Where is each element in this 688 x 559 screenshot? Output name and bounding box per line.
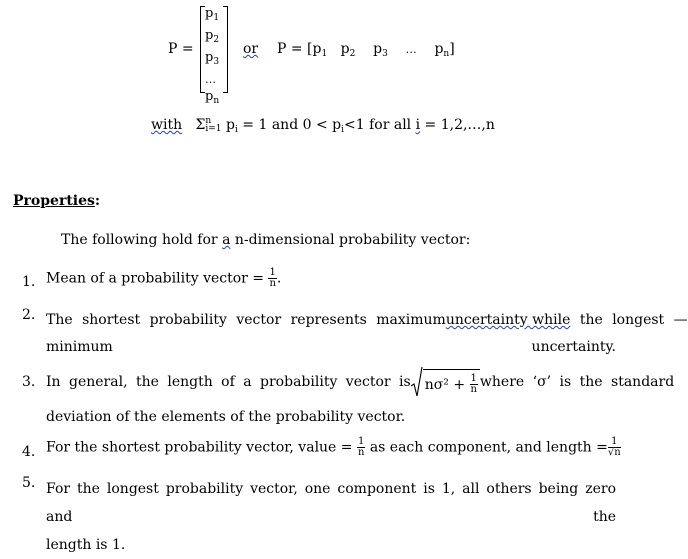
- or-text: or: [243, 41, 259, 57]
- list-item-line: minimum uncertainty.: [46, 339, 616, 355]
- list-item-line: deviation of the elements of the probability vector.: [46, 409, 406, 425]
- fraction: $\frac{1}{n}$: [357, 436, 365, 458]
- fraction: $\frac{1}{√n}$: [607, 436, 621, 458]
- list-item-number: 3.: [22, 374, 36, 390]
- list-item: For the shortest probability vector, value = $\frac{1}{n}$ as each component, and length = $\frac{1}{√n}$: [46, 436, 621, 458]
- properties-intro: The following hold for a n-dimensional probability vector:: [61, 232, 471, 248]
- fraction: $\frac{1}{n}$: [470, 373, 477, 395]
- list-item: [46, 363, 675, 425]
- list-item-line: For the longest probability vector, one component is 1, all others being zero and the: [46, 481, 616, 525]
- sqrt-expression: nσ² + $\frac{1}{n}$: [411, 366, 480, 398]
- list-item-number: 2.: [22, 307, 36, 323]
- list-item-number: 4.: [22, 444, 36, 460]
- list-item: Mean of a probability vector = $\frac{1}{n}$ .: [46, 267, 282, 289]
- column-item: $p_3$: [205, 50, 220, 67]
- list-item-line: length is 1.: [46, 537, 126, 553]
- list-item-number: 1.: [22, 274, 36, 290]
- column-item: …: [205, 73, 216, 86]
- row-vector: $P = [p_1$ $p_2$ $p_3$ … $p_n$]: [277, 41, 455, 59]
- column-item: $p_n$: [205, 89, 220, 106]
- column-item: $p_2$: [205, 28, 220, 45]
- fraction: $\frac{1}{n}$: [269, 267, 276, 289]
- list-item-line: The shortest probability vector represents maximum uncertainty while the longest —: [46, 312, 688, 328]
- condition-line: with Σ n i=1 $p_i = 1$ and $0 < p_i<1$ for all i = 1,2,…,n: [151, 116, 495, 135]
- list-item-line: In general, the length of a probability vector is nσ² + $\frac{1}{n}$ where ‘σ’ is the standard: [46, 363, 616, 401]
- list-item: [46, 307, 688, 361]
- column-vector: [205, 5, 225, 110]
- properties-heading: Properties:: [13, 193, 101, 209]
- list-item-number: 5.: [22, 475, 36, 491]
- list-item: [46, 475, 616, 559]
- sqrt-sign-icon: [411, 366, 423, 398]
- column-vector-lhs: P =: [168, 41, 194, 57]
- column-item: $p_1$: [205, 6, 220, 23]
